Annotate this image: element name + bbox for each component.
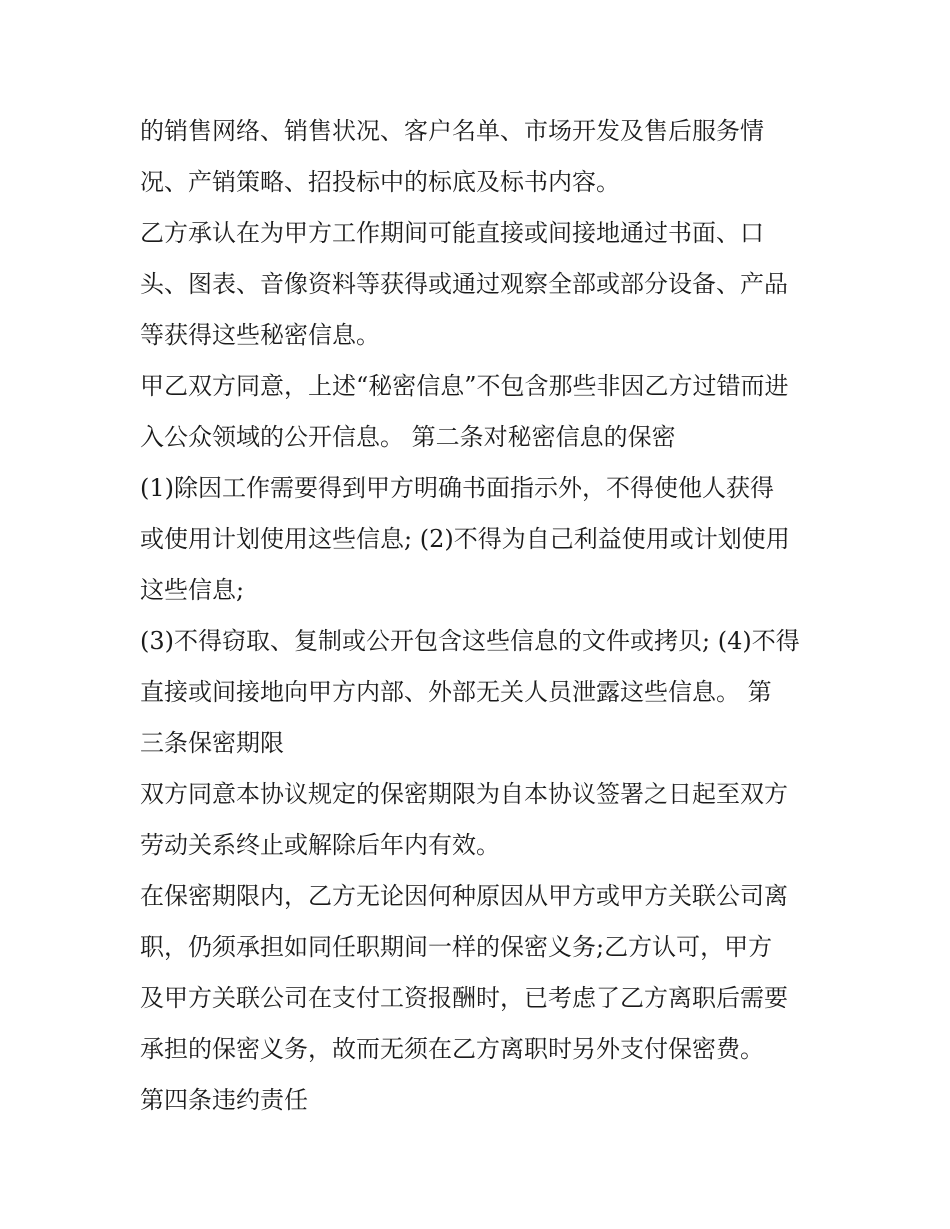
text-line: 等获得这些秘密信息。	[140, 321, 380, 349]
text-line: 乙方承认在为甲方工作期间可能直接或间接地通过书面、口	[140, 219, 764, 247]
text-line: 况、产销策略、招投标中的标底及标书内容。	[140, 168, 620, 196]
document-body	[140, 106, 820, 1126]
text-line: 甲乙双方同意，上述“秘密信息”不包含那些非因乙方过错而进	[140, 372, 789, 400]
text-line: 或使用计划使用这些信息; (2)不得为自己利益使用或计划使用	[140, 525, 790, 553]
text-line: 双方同意本协议规定的保密期限为自本协议签署之日起至双方	[140, 780, 788, 808]
section-heading: 三条保密期限	[140, 729, 284, 757]
text-line: (1)除因工作需要得到甲方明确书面指示外，不得使他人获得	[140, 474, 774, 502]
text-line: 劳动关系终止或解除后年内有效。	[140, 831, 500, 859]
text-line: 的销售网络、销售状况、客户名单、市场开发及售后服务情	[140, 117, 764, 145]
text-line: 在保密期限内，乙方无论因何种原因从甲方或甲方关联公司离	[140, 882, 788, 910]
section-heading: 第四条违约责任	[140, 1086, 308, 1114]
text-line: 头、图表、音像资料等获得或通过观察全部或部分设备、产品	[140, 270, 788, 298]
text-line: 这些信息;	[140, 576, 245, 604]
text-line: 直接或间接地向甲方内部、外部无关人员泄露这些信息。 第	[140, 678, 772, 706]
text-line: 入公众领域的公开信息。 第二条对秘密信息的保密	[140, 423, 676, 451]
text-line: 承担的保密义务，故而无须在乙方离职时另外支付保密费。	[140, 1035, 764, 1063]
text-line: 及甲方关联公司在支付工资报酬时，已考虑了乙方离职后需要	[140, 984, 788, 1012]
text-line: (3)不得窃取、复制或公开包含这些信息的文件或拷贝; (4)不得	[140, 627, 800, 655]
text-line: 职，仍须承担如同任职期间一样的保密义务;乙方认可，甲方	[140, 933, 773, 961]
